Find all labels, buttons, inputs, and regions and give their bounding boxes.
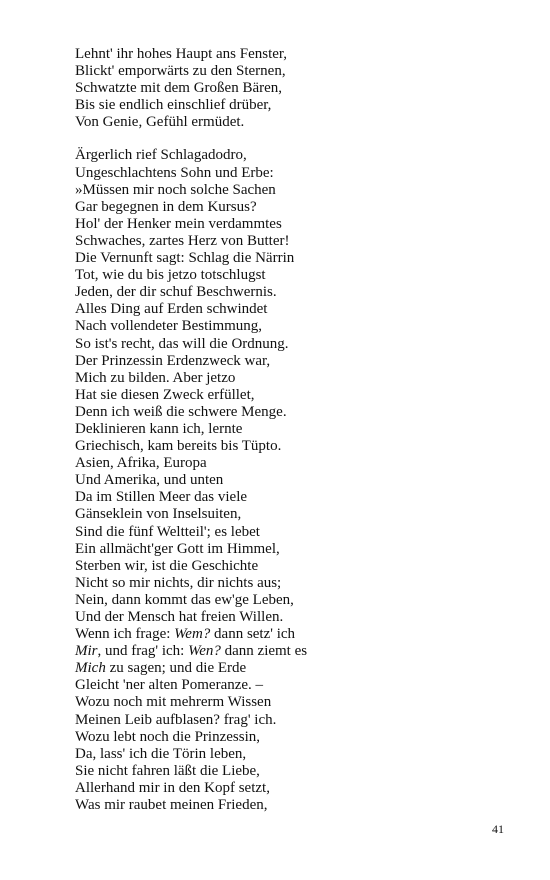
verse-line	[75, 97, 515, 114]
verse-line	[75, 489, 515, 506]
verse-line	[75, 746, 515, 763]
page-number: 41	[492, 822, 504, 836]
line-text: Wozu lebt noch die Prinzessin,	[75, 728, 261, 745]
line-text: dann setz' ich	[210, 626, 296, 643]
italic-text: Mir	[75, 643, 98, 660]
line-text: Nein, dann kommt das ew'ge Leben,	[75, 591, 294, 608]
line-text: Denn ich weiß die schwere Menge.	[75, 403, 287, 420]
line-text: Von Genie, Gefühl ermüdet.	[75, 114, 245, 131]
verse-line	[75, 694, 515, 711]
line-text: Schwatzte mit dem Großen Bären,	[75, 80, 283, 97]
verse-line	[75, 114, 515, 131]
line-text: Deklinieren kann ich, lernte	[75, 420, 243, 437]
verse-line	[75, 660, 515, 677]
verse-line	[75, 780, 515, 797]
line-text: Da im Stillen Meer das viele	[75, 489, 248, 506]
verse-line	[75, 626, 515, 643]
verse-line	[75, 609, 515, 626]
verse-line	[75, 46, 515, 63]
line-text: Nicht so mir nichts, dir nichts aus;	[75, 574, 282, 591]
line-text: Was mir raubet meinen Frieden,	[75, 797, 268, 814]
italic-text: Wen?	[188, 643, 221, 660]
line-text: Und der Mensch hat freien Willen.	[75, 609, 284, 625]
stanza	[75, 46, 515, 131]
line-text: Jeden, der dir schuf Beschwernis.	[75, 284, 277, 301]
line-text: Gleicht 'ner alten Pomeranze. –	[75, 677, 264, 694]
line-text: Alles Ding auf Erden schwindet	[75, 301, 268, 318]
verse-line	[75, 387, 515, 404]
line-text: »Müssen mir noch solche Sachen	[75, 181, 276, 198]
line-text: , und frag' ich:	[97, 643, 189, 660]
line-text: zu sagen; und die Erde	[105, 660, 247, 677]
line-text: Hol' der Henker mein verdammtes	[75, 215, 282, 232]
line-text: Sterben wir, ist die Geschichte	[75, 557, 259, 574]
verse-line	[75, 404, 515, 421]
line-text: Bis sie endlich einschlief drüber,	[75, 97, 272, 114]
line-text: Hat sie diesen Zweck erfüllet,	[75, 386, 255, 403]
verse-line	[75, 438, 515, 455]
verse-line	[75, 575, 515, 592]
verse-line	[75, 199, 515, 216]
verse-line	[75, 267, 515, 284]
verse-line	[75, 763, 515, 780]
verse-line	[75, 643, 515, 660]
line-text: Asien, Afrika, Europa	[75, 455, 207, 472]
verse-line	[75, 318, 515, 335]
verse-line	[75, 472, 515, 489]
line-text: Lehnt' ihr hohes Haupt ans Fenster,	[75, 46, 288, 62]
verse-line	[75, 712, 515, 729]
poem-text	[75, 46, 515, 814]
verse-line	[75, 729, 515, 746]
verse-line	[75, 80, 515, 97]
verse-line	[75, 353, 515, 370]
verse-line	[75, 524, 515, 541]
verse-line	[75, 506, 515, 523]
line-text: Schwaches, zartes Herz von Butter!	[75, 232, 290, 249]
verse-line	[75, 370, 515, 387]
line-text: Allerhand mir in den Kopf setzt,	[75, 779, 270, 796]
line-text: Sie nicht fahren läßt die Liebe,	[75, 762, 260, 779]
line-text: Ungeschlachtens Sohn und Erbe:	[75, 164, 274, 181]
line-text: dann ziemt es	[220, 643, 308, 660]
verse-line	[75, 677, 515, 694]
line-text: Die Vernunft sagt: Schlag die Närrin	[75, 250, 295, 267]
verse-line	[75, 797, 515, 814]
line-text: Wenn ich frage:	[75, 626, 175, 643]
line-text: Gänseklein von Inselsuiten,	[75, 506, 242, 523]
verse-line	[75, 421, 515, 438]
verse-line	[75, 182, 515, 199]
verse-line	[75, 592, 515, 609]
verse-line	[75, 301, 515, 318]
line-text: Der Prinzessin Erdenzweck war,	[75, 352, 271, 369]
line-text: Wozu noch mit mehrerm Wissen	[75, 694, 272, 711]
line-text: So ist's recht, das will die Ordnung.	[75, 335, 289, 352]
verse-line	[75, 63, 515, 80]
line-text: Sind die fünf Weltteil'; es lebet	[75, 523, 260, 540]
verse-line	[75, 336, 515, 353]
verse-line	[75, 233, 515, 250]
verse-line	[75, 165, 515, 182]
line-text: Meinen Leib aufblasen? frag' ich.	[75, 711, 277, 728]
line-text: Ein allmächt'ger Gott im Himmel,	[75, 540, 280, 557]
italic-text: Mich	[75, 660, 106, 677]
line-text: Ärgerlich rief Schlagadodro,	[75, 147, 247, 164]
line-text: Blickt' emporwärts zu den Sternen,	[75, 63, 286, 80]
line-text: Und Amerika, und unten	[75, 472, 224, 489]
italic-text: Wem?	[174, 626, 211, 643]
verse-line	[75, 284, 515, 301]
verse-line	[75, 216, 515, 233]
line-text: Nach vollendeter Bestimmung,	[75, 318, 263, 335]
verse-line	[75, 558, 515, 575]
line-text: Griechisch, kam bereits bis Tüpto.	[75, 438, 282, 455]
line-text: Da, lass' ich die Törin leben,	[75, 745, 247, 762]
line-text: Mich zu bilden. Aber jetzo	[75, 369, 236, 386]
verse-line	[75, 250, 515, 267]
verse-line	[75, 455, 515, 472]
stanza	[75, 147, 515, 814]
line-text: Tot, wie du bis jetzo totschlugst	[75, 267, 266, 284]
verse-line	[75, 147, 515, 164]
line-text: Gar begegnen in dem Kursus?	[75, 198, 257, 215]
verse-line	[75, 541, 515, 558]
